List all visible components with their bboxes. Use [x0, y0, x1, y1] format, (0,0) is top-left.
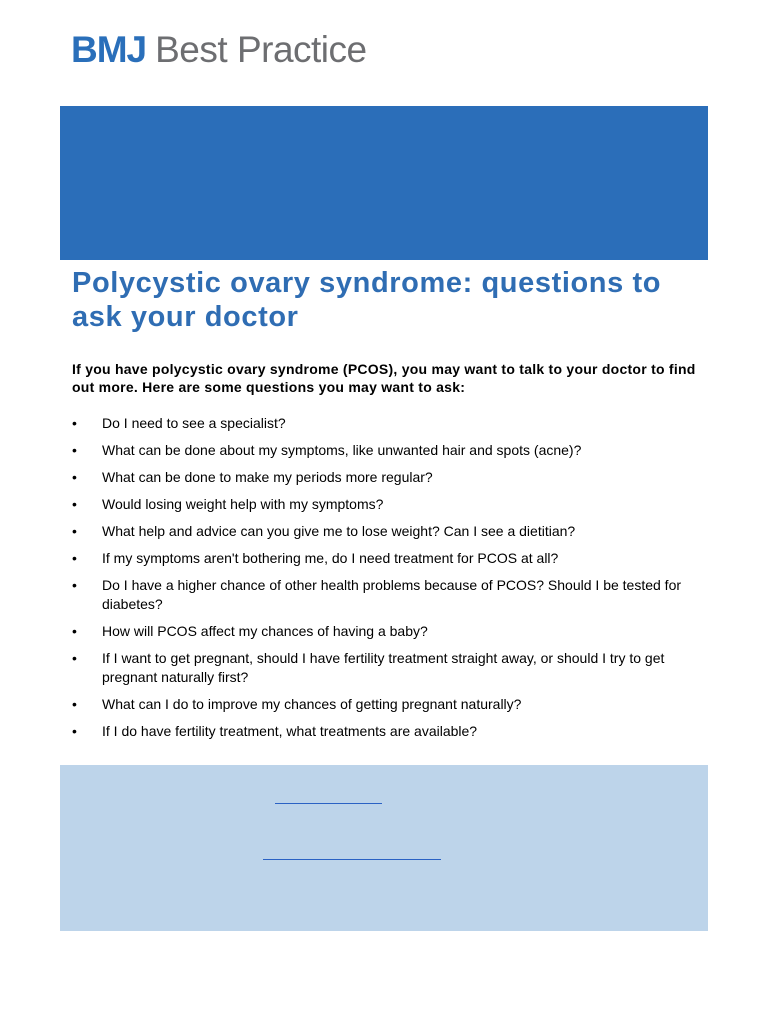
question-text: Do I need to see a specialist?: [102, 415, 286, 431]
bullet-icon: •: [72, 523, 77, 539]
question-text: What can be done about my symptoms, like unwanted hair and spots (acne)?: [102, 442, 582, 458]
link-underline[interactable]: [263, 859, 441, 860]
bullet-icon: •: [72, 415, 77, 431]
question-text: If my symptoms aren't bothering me, do I need treatment for PCOS at all?: [102, 550, 559, 566]
list-item: [72, 441, 712, 460]
bullet-icon: •: [72, 723, 77, 739]
question-text: What can I do to improve my chances of getting pregnant naturally?: [102, 696, 522, 712]
list-item: [72, 722, 712, 741]
bullet-icon: •: [72, 469, 77, 485]
logo-bmj-wordmark: BMJ: [71, 29, 147, 70]
bmj-best-practice-logo: [71, 30, 367, 78]
link-underline[interactable]: [275, 803, 382, 804]
question-text: Do I have a higher chance of other health problems because of PCOS? Should I be tested for diabetes?: [102, 577, 682, 612]
list-item: [72, 649, 712, 687]
question-text: If I want to get pregnant, should I have fertility treatment straight away, or should I try to get pregnant naturally first?: [102, 650, 665, 685]
bullet-icon: •: [72, 496, 77, 512]
header-banner: [60, 106, 708, 260]
bullet-icon: •: [72, 650, 77, 666]
questions-list: [72, 414, 712, 749]
list-item: [72, 695, 712, 714]
question-text: What can be done to make my periods more regular?: [102, 469, 433, 485]
list-item: [72, 414, 712, 433]
list-item: [72, 622, 712, 641]
bullet-icon: •: [72, 577, 77, 593]
info-box: [60, 765, 708, 931]
list-item: [72, 522, 712, 541]
logo-product-name: Best Practice: [155, 29, 367, 70]
bullet-icon: •: [72, 550, 77, 566]
question-text: What help and advice can you give me to lose weight? Can I see a dietitian?: [102, 523, 576, 539]
question-text: Would losing weight help with my symptoms?: [102, 496, 384, 512]
bullet-icon: •: [72, 442, 77, 458]
list-item: [72, 576, 712, 614]
bullet-icon: •: [72, 623, 77, 639]
list-item: [72, 549, 712, 568]
question-text: If I do have fertility treatment, what treatments are available?: [102, 723, 478, 739]
bullet-icon: •: [72, 696, 77, 712]
intro-paragraph: If you have polycystic ovary syndrome (PCOS), you may want to talk to your doctor to find out more. Here are some questions you may want to ask:: [72, 361, 696, 395]
question-text: How will PCOS affect my chances of having a baby?: [102, 623, 428, 639]
list-item: [72, 495, 712, 514]
page-title: Polycystic ovary syndrome: questions to ask your doctor: [72, 267, 662, 333]
list-item: [72, 468, 712, 487]
